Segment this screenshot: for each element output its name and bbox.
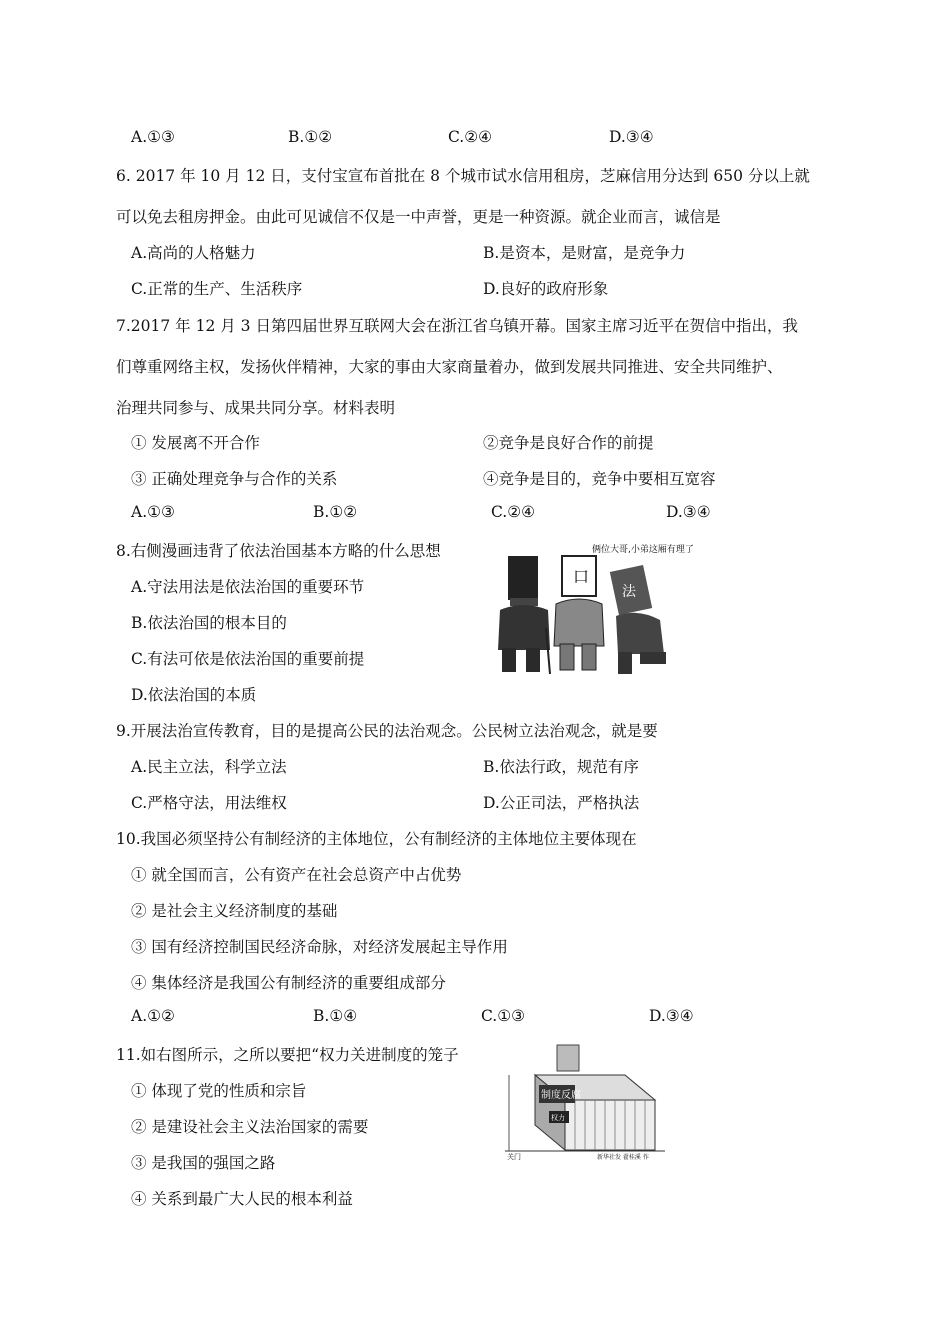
q11-cage-image	[505, 1045, 675, 1160]
q10-item-3: ③ 国有经济控制国民经济命脉，对经济发展起主导作用	[131, 938, 508, 956]
q8-cartoon-caption: 俩位大哥,小弟这厢有理了	[592, 545, 694, 555]
q10-item-2: ② 是社会主义经济制度的基础	[131, 902, 338, 920]
q8-option-c: C.有法可依是依法治国的重要前提	[131, 650, 365, 668]
q7-item-4: ④竞争是目的，竞争中要相互宽容	[483, 470, 716, 488]
q8-option-d: D.依法治国的本质	[131, 686, 257, 704]
q8-cartoon-sign2: 法	[622, 584, 636, 600]
q11-item-1: ① 体现了党的性质和宗旨	[131, 1082, 307, 1100]
q11-stem: 11.如右图所示，之所以要把“权力关进制度的笼子	[116, 1046, 459, 1064]
q8-stem: 8.右侧漫画违背了依法治国基本方略的什么思想	[116, 542, 441, 560]
q5-option-b: B.①②	[288, 128, 333, 146]
q7-option-c: C.②④	[491, 503, 536, 521]
q5-option-a: A.①③	[131, 128, 175, 146]
q7-stem-line1: 7.2017 年 12 月 3 日第四届世界互联网大会在浙江省乌镇开幕。国家主席习近平在贺信中指出，我	[116, 317, 798, 335]
q11-item-4: ④ 关系到最广大人民的根本利益	[131, 1190, 353, 1208]
q9-option-b: B.依法行政，规范有序	[483, 758, 639, 776]
q7-item-2: ②竞争是良好合作的前提	[483, 434, 654, 452]
q9-option-d: D.公正司法，严格执法	[483, 794, 640, 812]
q7-option-a: A.①③	[131, 503, 175, 521]
q10-option-c: C.①③	[481, 1007, 526, 1025]
q6-option-c: C.正常的生产、生活秩序	[131, 280, 303, 298]
q7-item-3: ③ 正确处理竞争与合作的关系	[131, 470, 338, 488]
q9-stem: 9.开展法治宣传教育，目的是提高公民的法治观念。公民树立法治观念，就是要	[116, 722, 658, 740]
q10-option-b: B.①④	[313, 1007, 358, 1025]
q7-stem-line3: 治理共同参与、成果共同分享。材料表明	[116, 399, 396, 417]
q8-cartoon-image	[490, 538, 694, 678]
q11-item-3: ③ 是我国的强国之路	[131, 1154, 276, 1172]
q10-option-a: A.①②	[131, 1007, 175, 1025]
q10-item-1: ① 就全国而言，公有资产在社会总资产中占优势	[131, 866, 462, 884]
q9-option-c: C.严格守法，用法维权	[131, 794, 287, 812]
q6-stem-line1: 6. 2017 年 10 月 12 日，支付宝宣布首批在 8 个城市试水信用租房，芝麻信用分达到 650 分以上就	[116, 167, 810, 185]
q7-option-d: D.③④	[666, 503, 711, 521]
q8-option-a: A.守法用法是依法治国的重要环节	[131, 578, 365, 596]
q11-item-2: ② 是建设社会主义法治国家的需要	[131, 1118, 369, 1136]
q5-option-c: C.②④	[448, 128, 493, 146]
q7-item-1: ① 发展离不开合作	[131, 434, 260, 452]
q10-option-d: D.③④	[649, 1007, 694, 1025]
q11-cage-label: 制度反腐	[541, 1090, 581, 1101]
q9-option-a: A.民主立法，科学立法	[131, 758, 287, 776]
q6-stem-line2: 可以免去租房押金。由此可见诚信不仅是一中声誉，更是一种资源。就企业而言，诚信是	[116, 208, 721, 226]
q11-power-label: 权力	[551, 1114, 565, 1122]
q8-cartoon-sign1: 口	[573, 567, 590, 586]
q6-option-d: D.良好的政府形象	[483, 280, 609, 298]
q8-option-b: B.依法治国的根本目的	[131, 614, 287, 632]
q6-option-a: A.高尚的人格魅力	[131, 244, 256, 262]
q11-left-caption: 关门	[507, 1153, 521, 1161]
q7-stem-line2: 们尊重网络主权，发扬伙伴精神，大家的事由大家商量着办，做到发展共同推进、安全共同维护、	[116, 358, 783, 376]
q10-item-4: ④ 集体经济是我国公有制经济的重要组成部分	[131, 974, 446, 992]
q10-stem: 10.我国必须坚持公有制经济的主体地位，公有制经济的主体地位主要体现在	[116, 830, 637, 848]
q6-option-b: B.是资本，是财富，是竞争力	[483, 244, 686, 262]
q5-option-d: D.③④	[609, 128, 654, 146]
q11-right-caption: 新华社发 翟桂溪 作	[597, 1154, 649, 1161]
q7-option-b: B.①②	[313, 503, 358, 521]
